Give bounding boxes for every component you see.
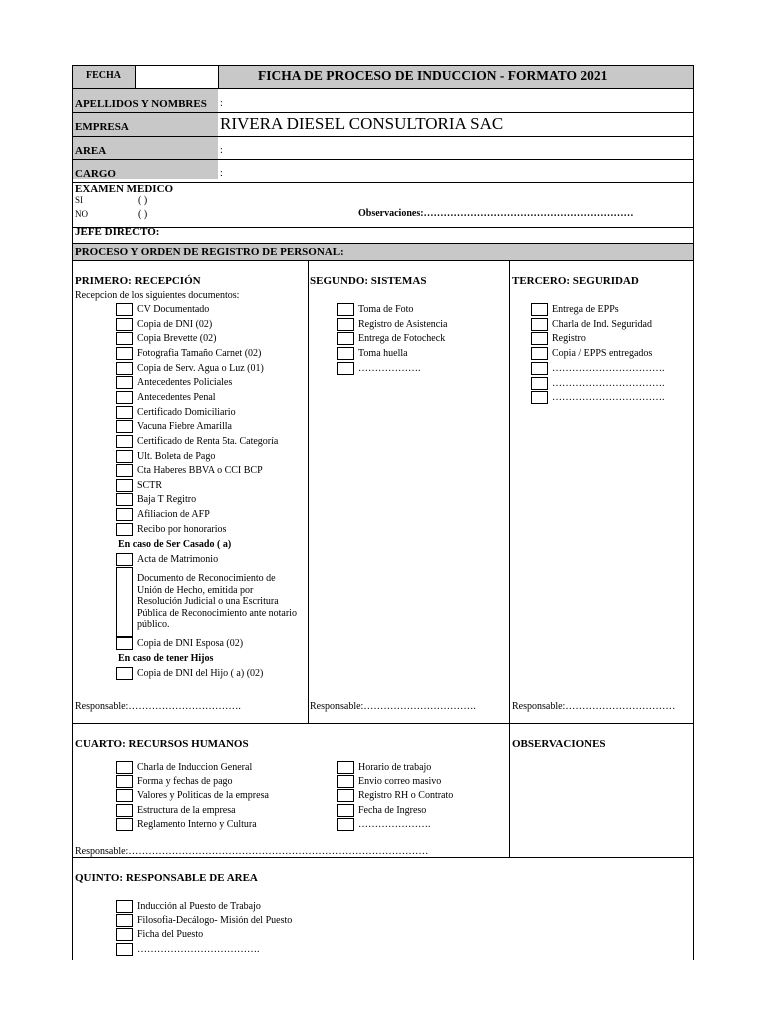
cargo-value[interactable]: : (220, 168, 223, 179)
cuarto-title: CUARTO: RECURSOS HUMANOS (75, 738, 249, 750)
list-item-label: Forma y fechas de pago (137, 776, 233, 788)
list-item-label: Fecha de Ingreso (358, 804, 427, 816)
hijos-title: En caso de tener Hijos (118, 653, 214, 664)
checkbox[interactable] (116, 943, 133, 956)
checkbox[interactable] (116, 450, 133, 463)
list-item-label: Afiliacion de AFP (137, 509, 210, 521)
checkbox[interactable] (116, 479, 133, 492)
primero-intro: Recepcion de los siguientes documentos: (75, 290, 240, 301)
checkbox[interactable] (116, 420, 133, 433)
checkbox[interactable] (116, 818, 133, 831)
list-item-label: Certificado de Renta 5ta. Categoría (137, 435, 279, 447)
checkbox[interactable] (337, 789, 354, 802)
list-item-label: Antecedentes Penal (137, 391, 216, 403)
checkbox[interactable] (116, 376, 133, 389)
checkbox[interactable] (116, 318, 133, 331)
list-item-label: Recibo por honorarios (137, 523, 227, 535)
empresa-label: EMPRESA (75, 121, 129, 133)
apellidos-label: APELLIDOS Y NOMBRES (75, 98, 207, 110)
checkbox[interactable] (116, 347, 133, 360)
checkbox[interactable] (116, 362, 133, 375)
primero-title: PRIMERO: RECEPCIÓN (75, 275, 201, 287)
list-item-label: ……………………………. (552, 377, 665, 389)
list-item-label: Copia de Serv. Agua o Luz (01) (137, 362, 264, 374)
checkbox[interactable] (116, 761, 133, 774)
list-item-label: …………………. (358, 818, 431, 830)
list-item-label: Entrega de Fotocheck (358, 333, 446, 345)
section-bar-title: PROCESO Y ORDEN DE REGISTRO DE PERSONAL: (75, 246, 344, 258)
list-item-label: Toma huella (358, 348, 408, 360)
checkbox[interactable] (337, 318, 354, 331)
list-item-label: Reglamento Interno y Cultura (137, 818, 257, 830)
checkbox[interactable] (531, 347, 548, 360)
observaciones-line[interactable]: Observaciones:……………………………………………………… (358, 208, 634, 219)
list-item-label: Fotografia Tamaño Carnet (02) (137, 347, 262, 359)
list-item-label: Copia de DNI (02) (137, 318, 213, 330)
empresa-value[interactable]: RIVERA DIESEL CONSULTORIA SAC (220, 114, 504, 133)
checkbox[interactable] (116, 553, 133, 566)
checkbox[interactable] (116, 900, 133, 913)
list-item-label: Charla de Ind. Seguridad (552, 318, 652, 330)
checkbox[interactable] (116, 435, 133, 448)
segundo-title: SEGUNDO: SISTEMAS (310, 275, 427, 287)
list-item-label: Copia / EPPS entregados (552, 348, 653, 360)
checkbox[interactable] (116, 332, 133, 345)
checkbox[interactable] (337, 303, 354, 316)
checkbox[interactable] (531, 391, 548, 404)
list-item-label: ……………………………. (552, 392, 665, 404)
list-item-label: Registro (552, 333, 586, 345)
checkbox[interactable] (116, 667, 133, 680)
examen-si-label: SI (75, 195, 84, 205)
checkbox[interactable] (116, 914, 133, 927)
list-item-label: Envio correo masivo (358, 776, 442, 788)
checkbox[interactable] (116, 567, 133, 637)
list-item-label: ……………………………. (552, 362, 665, 374)
checkbox[interactable] (531, 377, 548, 390)
segundo-responsable[interactable]: Responsable:……………………………. (310, 701, 476, 712)
list-item-label: ………………. (358, 362, 421, 374)
list-item-label: Certificado Domiciliario (137, 406, 236, 418)
list-item-label: Ult. Boleta de Pago (137, 450, 216, 462)
list-item-label: ………………………………. (137, 943, 260, 955)
checkbox[interactable] (531, 362, 548, 375)
cargo-label: CARGO (75, 168, 116, 180)
checkbox[interactable] (531, 318, 548, 331)
examen-no-label: NO (75, 209, 88, 219)
checkbox[interactable] (337, 362, 354, 375)
checkbox[interactable] (337, 775, 354, 788)
examen-si-option[interactable]: ( ) (138, 195, 148, 206)
form-title: FICHA DE PROCESO DE INDUCCION - FORMATO 2021 (258, 68, 608, 83)
apellidos-value[interactable]: : (220, 98, 223, 109)
list-item-label: Ficha del Puesto (137, 929, 204, 941)
list-item-label: Horario de trabajo (358, 762, 432, 773)
checkbox[interactable] (116, 789, 133, 802)
fecha-label: FECHA (86, 70, 121, 81)
checkbox[interactable] (116, 804, 133, 817)
casado-title: En caso de Ser Casado ( a) (118, 539, 232, 550)
checkbox[interactable] (531, 332, 548, 345)
list-item-label: Vacuna Fiebre Amarilla (137, 421, 232, 433)
list-item-label: Baja T Regitro (137, 494, 197, 506)
checkbox[interactable] (337, 332, 354, 345)
examen-label: EXAMEN MEDICO (75, 183, 174, 195)
list-item-label: Copia Brevette (02) (137, 333, 217, 345)
fecha-input[interactable] (137, 67, 217, 87)
list-item-label: Entrega de EPPs (552, 304, 619, 315)
primero-responsable[interactable]: Responsable:……………………………. (75, 701, 241, 712)
list-item-label: Copia de DNI del Hijo ( a) (02) (137, 668, 264, 679)
checkbox[interactable] (116, 303, 133, 316)
checkbox[interactable] (116, 508, 133, 521)
checkbox[interactable] (116, 928, 133, 941)
examen-no-option[interactable]: ( ) (138, 209, 148, 220)
checkbox[interactable] (337, 347, 354, 360)
area-label: AREA (75, 145, 107, 157)
checkbox[interactable] (337, 818, 354, 831)
area-value[interactable]: : (220, 145, 223, 156)
list-item-label: Estructura de la empresa (137, 804, 236, 816)
observaciones-title: OBSERVACIONES (512, 738, 606, 750)
tercero-title: TERCERO: SEGURIDAD (512, 275, 639, 287)
checkbox[interactable] (116, 775, 133, 788)
tercero-responsable[interactable]: Responsable:…………………………… (512, 701, 676, 712)
checkbox[interactable] (116, 391, 133, 404)
list-item-label: Acta de Matrimonio (137, 554, 219, 565)
list-item-label: Registro RH o Contrato (358, 790, 454, 802)
list-item-label: Charla de Induccion General (137, 762, 253, 773)
list-item-label: Antecedentes Policiales (137, 377, 233, 389)
list-item-label: Filosofia-Decálogo- Misión del Puesto (137, 915, 293, 927)
checkbox[interactable] (337, 804, 354, 817)
checkbox[interactable] (116, 637, 133, 650)
list-item-label: Documento de Reconocimiento de Unión de Hecho, emitida por Resolución Judicial o una Escritura Pública de Reconocimiento ante notario público. (137, 573, 297, 630)
list-item-label: Inducción al Puesto de Trabajo (137, 901, 261, 912)
list-item-label: Copia de DNI Esposa (02) (137, 638, 244, 649)
list-item-label: SCTR (137, 479, 163, 491)
list-item-label: Valores y Politicas de la empresa (137, 790, 269, 802)
quinto-title: QUINTO: RESPONSABLE DE AREA (75, 872, 258, 884)
checkbox[interactable] (116, 464, 133, 477)
jefe-directo-label: JEFE DIRECTO: (75, 226, 160, 238)
checkbox[interactable] (337, 761, 354, 774)
list-item-label: Cta Haberes BBVA o CCI BCP (137, 465, 263, 477)
list-item-label: Registro de Asistencia (358, 318, 448, 330)
cuarto-responsable[interactable]: Responsable:……………………………………………………………………………… (75, 846, 429, 857)
list-item-label: CV Documentado (137, 304, 210, 315)
checkbox[interactable] (531, 303, 548, 316)
list-item-label: Toma de Foto (358, 304, 414, 315)
checkbox[interactable] (116, 406, 133, 419)
checkbox[interactable] (116, 523, 133, 536)
checkbox[interactable] (116, 493, 133, 506)
